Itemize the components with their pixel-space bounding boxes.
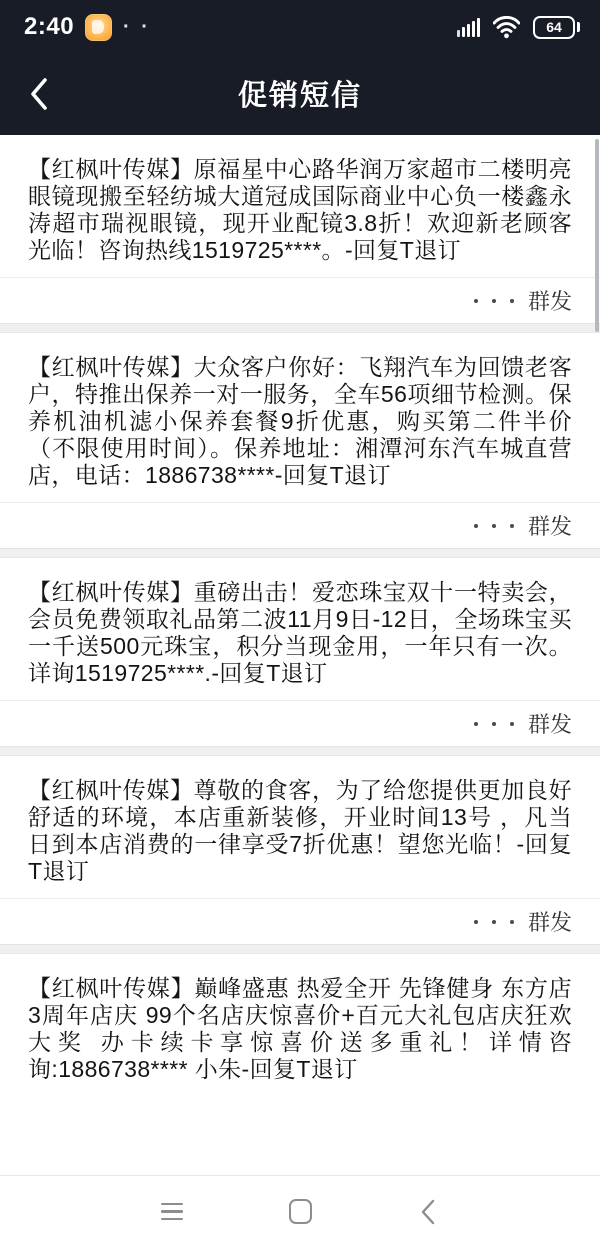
status-bar-right	[457, 16, 580, 39]
message-text[interactable]: 【红枫叶传媒】重磅出击！爱恋珠宝双十一特卖会，会员免费领取礼品第二波11月9日-12日，全场珠宝买一千送500元珠宝，积分当现金用，一年只有一次。详询1519725****.-回复T退订	[28, 579, 572, 686]
bulk-send-label: 群发	[527, 289, 572, 314]
navigation-bar	[0, 1175, 600, 1247]
sms-message	[0, 954, 600, 1089]
sms-message	[0, 135, 600, 323]
sms-message	[0, 558, 600, 746]
bulk-send-row[interactable]	[0, 278, 600, 323]
battery-percent: 64	[533, 16, 575, 39]
message-text[interactable]: 【红枫叶传媒】尊敬的食客，为了给您提供更加良好舒适的环境，本店重新装修，开业时间13号 ，凡当日到本店消费的一律享受7折优惠！望您光临！-回复T退订	[28, 777, 572, 884]
more-options-icon	[474, 299, 514, 303]
menu-icon	[161, 1203, 183, 1221]
message-list	[0, 135, 600, 1175]
message-text[interactable]: 【红枫叶传媒】巅峰盛惠 热爱全开 先锋健身 东方店3周年店庆 99个名店庆惊喜价+百元大礼包店庆狂欢大奖 办卡续卡享惊喜价送多重礼！详情咨询:1886738**** 小朱-回复T退订	[28, 975, 572, 1082]
more-options-icon	[474, 722, 514, 726]
wifi-icon	[493, 16, 520, 39]
more-options-icon	[474, 920, 514, 924]
bulk-send-row[interactable]	[0, 701, 600, 746]
back-button[interactable]	[24, 73, 54, 115]
home-button[interactable]	[279, 1191, 321, 1233]
sms-message	[0, 756, 600, 944]
scrollbar[interactable]	[595, 139, 599, 332]
bulk-send-row[interactable]	[0, 503, 600, 548]
bulk-send-label: 群发	[527, 910, 572, 935]
clock: 2:40	[24, 13, 75, 40]
home-square-icon	[289, 1199, 312, 1224]
card-separator	[0, 323, 600, 333]
chevron-left-icon	[420, 1199, 436, 1225]
status-bar-left	[24, 13, 151, 41]
message-text[interactable]: 【红枫叶传媒】原福星中心路华润万家超市二楼明亮眼镜现搬至轻纺城大道冠成国际商业中心负一楼鑫永涛超市瑞视眼镜，现开业配镜3.8折！欢迎新老顾客光临！咨询热线1519725****。-回复T退订	[28, 156, 572, 263]
sms-message	[0, 333, 600, 548]
bulk-send-label: 群发	[527, 514, 572, 539]
signal-strength-icon	[457, 17, 480, 37]
card-separator	[0, 944, 600, 954]
card-separator	[0, 746, 600, 756]
app-bar	[0, 52, 600, 135]
nav-back-button[interactable]	[407, 1191, 449, 1233]
battery-nub	[577, 22, 580, 32]
more-options-icon	[474, 524, 514, 528]
notification-dots-icon: · ·	[123, 16, 151, 38]
recents-button[interactable]	[151, 1191, 193, 1233]
bulk-send-row[interactable]	[0, 899, 600, 944]
notification-app-icon	[85, 14, 112, 41]
status-bar	[0, 0, 600, 52]
message-text[interactable]: 【红枫叶传媒】大众客户你好：飞翔汽车为回馈老客户，特推出保养一对一服务，全车56项细节检测。保养机油机滤小保养套餐9折优惠，购买第二件半价（不限使用时间）。保养地址：湘潭河东汽车城直营店，电话：1886738****-回复T退订	[28, 354, 572, 488]
card-separator	[0, 548, 600, 558]
chevron-left-icon	[28, 77, 50, 111]
battery-icon	[533, 16, 580, 39]
bulk-send-label: 群发	[527, 712, 572, 737]
page-title: 促销短信	[237, 80, 362, 112]
